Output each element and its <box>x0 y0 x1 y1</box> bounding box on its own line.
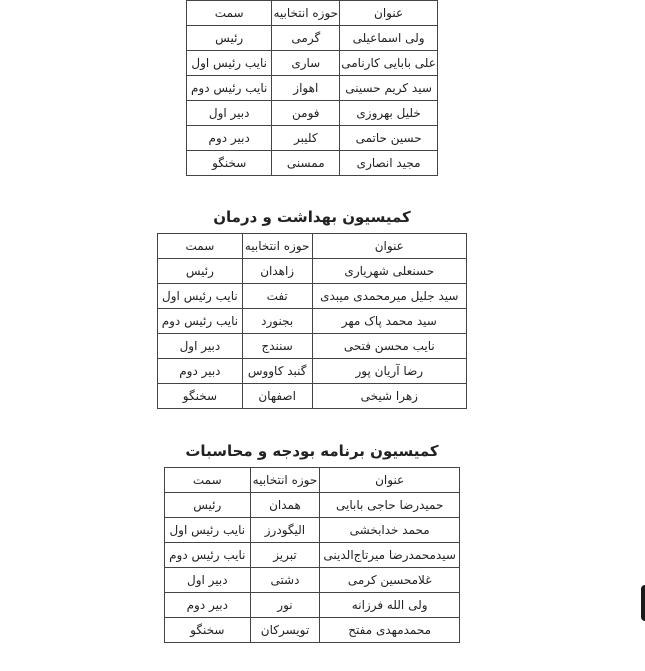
cell-name: سید جلیل میرمحمدی میبدی <box>312 284 466 309</box>
cell-name: زهرا شیخی <box>312 384 466 409</box>
table-row <box>187 51 438 76</box>
cell-position: نایب رئیس اول <box>158 284 243 309</box>
cell-position: دبیر اول <box>187 101 272 126</box>
table-header-row <box>158 234 467 259</box>
table-row <box>165 618 460 643</box>
cell-position: رئیس <box>187 26 272 51</box>
cell-district: تویسرکان <box>250 618 320 643</box>
cell-district: تفت <box>242 284 312 309</box>
cell-position: نایب رئیس اول <box>165 518 251 543</box>
cell-name: سید محمد پاک مهر <box>312 309 466 334</box>
cell-district: همدان <box>250 493 320 518</box>
cell-district: اهواز <box>272 76 340 101</box>
cell-position: نایب رئیس دوم <box>165 543 251 568</box>
cell-position: رئیس <box>158 259 243 284</box>
cell-position: رئیس <box>165 493 251 518</box>
cell-name: نایب محسن فتحی <box>312 334 466 359</box>
cell-district: کلیبر <box>272 126 340 151</box>
header-position: سمت <box>158 234 243 259</box>
table-row <box>158 309 467 334</box>
cell-district: بجنورد <box>242 309 312 334</box>
cell-name: سیدمحمدرضا میرتاج‌الدینی <box>320 543 460 568</box>
cell-position: نایب رئیس دوم <box>187 76 272 101</box>
cell-district: تبریز <box>250 543 320 568</box>
cell-name: حسنعلی شهریاری <box>312 259 466 284</box>
table-row <box>158 259 467 284</box>
committee-table-health <box>157 233 467 409</box>
cell-district: دشتی <box>250 568 320 593</box>
table-row <box>165 543 460 568</box>
cell-district: الیگودرز <box>250 518 320 543</box>
cell-name: مجید انصاری <box>340 151 438 176</box>
table-row <box>158 284 467 309</box>
header-title: عنوان <box>312 234 466 259</box>
header-position: سمت <box>165 468 251 493</box>
table-row <box>158 359 467 384</box>
cell-name: غلامحسین کرمی <box>320 568 460 593</box>
cell-position: نایب رئیس اول <box>187 51 272 76</box>
cell-position: سخنگو <box>165 618 251 643</box>
header-district: حوزه انتخابیه <box>242 234 312 259</box>
header-district: حوزه انتخابیه <box>272 1 340 26</box>
cell-district: زاهدان <box>242 259 312 284</box>
cell-district: سنندج <box>242 334 312 359</box>
cell-name: محمدمهدی مفتح <box>320 618 460 643</box>
committee-heading-budget: کمیسیون برنامه بودجه و محاسبات <box>185 442 439 460</box>
cell-position: دبیر اول <box>158 334 243 359</box>
table-row <box>158 384 467 409</box>
table-row <box>165 493 460 518</box>
cell-position: سخنگو <box>187 151 272 176</box>
cell-district: نور <box>250 593 320 618</box>
cell-name: علی بابایی کارنامی <box>340 51 438 76</box>
cell-position: دبیر دوم <box>187 126 272 151</box>
table-header-row <box>165 468 460 493</box>
table-header-row <box>187 1 438 26</box>
cell-district: فومن <box>272 101 340 126</box>
table-row <box>165 518 460 543</box>
table-row <box>187 151 438 176</box>
cell-name: سید کریم حسینی <box>340 76 438 101</box>
cell-name: رضا آریان پور <box>312 359 466 384</box>
table-row <box>187 126 438 151</box>
table-row <box>187 26 438 51</box>
cell-name: خلیل بهروزی <box>340 101 438 126</box>
cell-position: دبیر دوم <box>165 593 251 618</box>
table-row <box>165 568 460 593</box>
header-district: حوزه انتخابیه <box>250 468 320 493</box>
header-title: عنوان <box>340 1 438 26</box>
header-position: سمت <box>187 1 272 26</box>
committee-table-budget <box>164 467 460 643</box>
cell-position: دبیر اول <box>165 568 251 593</box>
header-title: عنوان <box>320 468 460 493</box>
cell-district: گرمی <box>272 26 340 51</box>
table-row <box>187 76 438 101</box>
table-row <box>165 593 460 618</box>
committee-table-1 <box>186 0 438 176</box>
cell-name: محمد خدابخشی <box>320 518 460 543</box>
cell-name: حمیدرضا حاجی بابایی <box>320 493 460 518</box>
cell-name: حسین حاتمی <box>340 126 438 151</box>
cell-district: اصفهان <box>242 384 312 409</box>
cell-district: گنبد کاووس <box>242 359 312 384</box>
cell-district: ممسنی <box>272 151 340 176</box>
committee-heading-health: کمیسیون بهداشت و درمان <box>213 208 411 226</box>
table-row <box>187 101 438 126</box>
table-row <box>158 334 467 359</box>
cell-district: ساری <box>272 51 340 76</box>
cell-position: نایب رئیس دوم <box>158 309 243 334</box>
cell-name: ولی الله فرزانه <box>320 593 460 618</box>
cell-position: سخنگو <box>158 384 243 409</box>
scroll-edge-handle[interactable] <box>641 585 645 621</box>
cell-name: ولی اسماعیلی <box>340 26 438 51</box>
cell-position: دبیر دوم <box>158 359 243 384</box>
